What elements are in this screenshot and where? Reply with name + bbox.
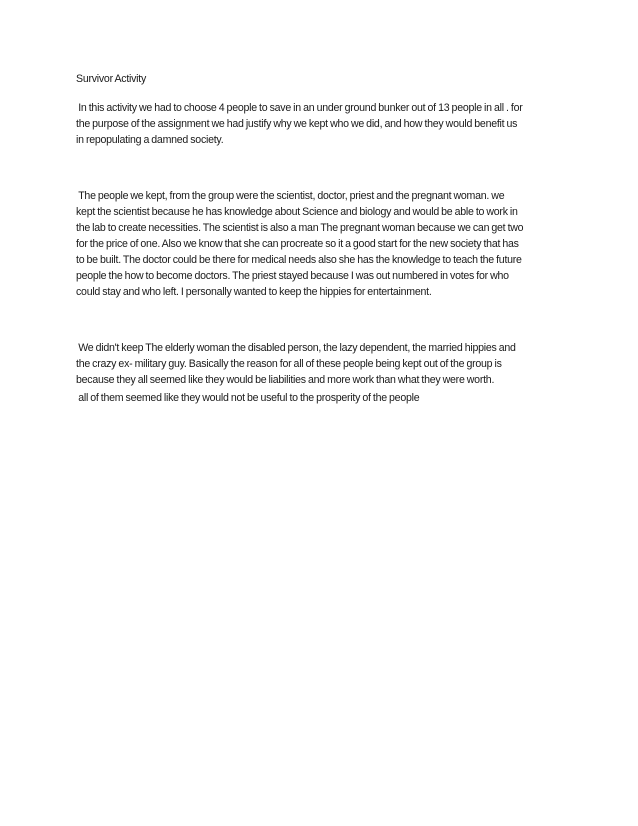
paragraph-intro: In this activity we had to choose 4 people to save in an under ground bunker out of 13 people in all . for the purpose of the assignment we had justify why we kept who we did, and how they would benefit us in repopulating a damned society. bbox=[76, 102, 523, 146]
document-title: Survivor Activity bbox=[76, 73, 147, 85]
paragraph-people-not-kept: We didn't keep The elderly woman the disabled person, the lazy dependent, the married hippies and the crazy ex- military guy. Basically the reason for all of these people being kept out of the group is because they all seemed like they would be liabilities and more work than what they were worth. bbox=[76, 342, 516, 386]
paragraph-conclusion: all of them seemed like they would not be useful to the prosperity of the people bbox=[76, 392, 420, 404]
document-body bbox=[76, 71, 566, 406]
paragraph-people-kept: The people we kept, from the group were the scientist, doctor, priest and the pregnant woman. we kept the scientist because he has knowledge about Science and biology and would be able to work in the lab to create necessities. The scientist is also a man The pregnant woman because we can get two for the price of one. Also we know that she can procreate so it a good start for the new society that has to be built. The doctor could be there for medical needs also she has the knowledge to teach the future people the how to become doctors. The priest stayed because I was out numbered in votes for who could stay and who left. I personally wanted to keep the hippies for entertainment. bbox=[76, 190, 524, 298]
